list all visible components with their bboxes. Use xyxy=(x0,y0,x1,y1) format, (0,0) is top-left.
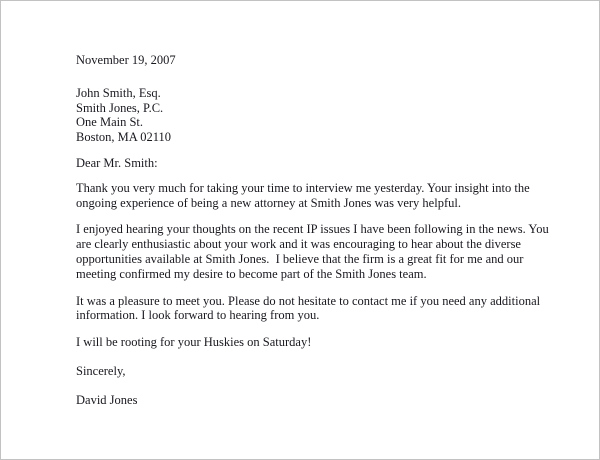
body-paragraph-4: I will be rooting for your Huskies on Saturday! xyxy=(76,335,312,350)
body-paragraph-3: It was a pleasure to meet you. Please do not hesitate to contact me if you need any additional information. I look forward to hearing from you. xyxy=(76,293,541,323)
letter-date: November 19, 2007 xyxy=(76,53,176,67)
salutation: Dear Mr. Smith: xyxy=(76,155,158,170)
body-paragraph-2: I enjoyed hearing your thoughts on the recent IP issues I have been following in the news. You are clearly enthusiastic about your work and it was encouraging to hear about the diverse opportunities available at Smith Jones. I believe that the firm is a great fit for me and our meeting confirmed my desire to become part of the Smith Jones team. xyxy=(76,222,549,281)
signature-name: David Jones xyxy=(76,392,138,407)
recipient-address: John Smith, Esq. Smith Jones, P.C. One Main St. Boston, MA 02110 xyxy=(76,85,172,145)
closing: Sincerely, xyxy=(76,363,126,378)
body-paragraph-1: Thank you very much for taking your time to interview me yesterday. Your insight into the ongoing experience of being a new attorney at Smith Jones was very helpful. xyxy=(76,180,530,210)
letter-body xyxy=(1,1,599,408)
